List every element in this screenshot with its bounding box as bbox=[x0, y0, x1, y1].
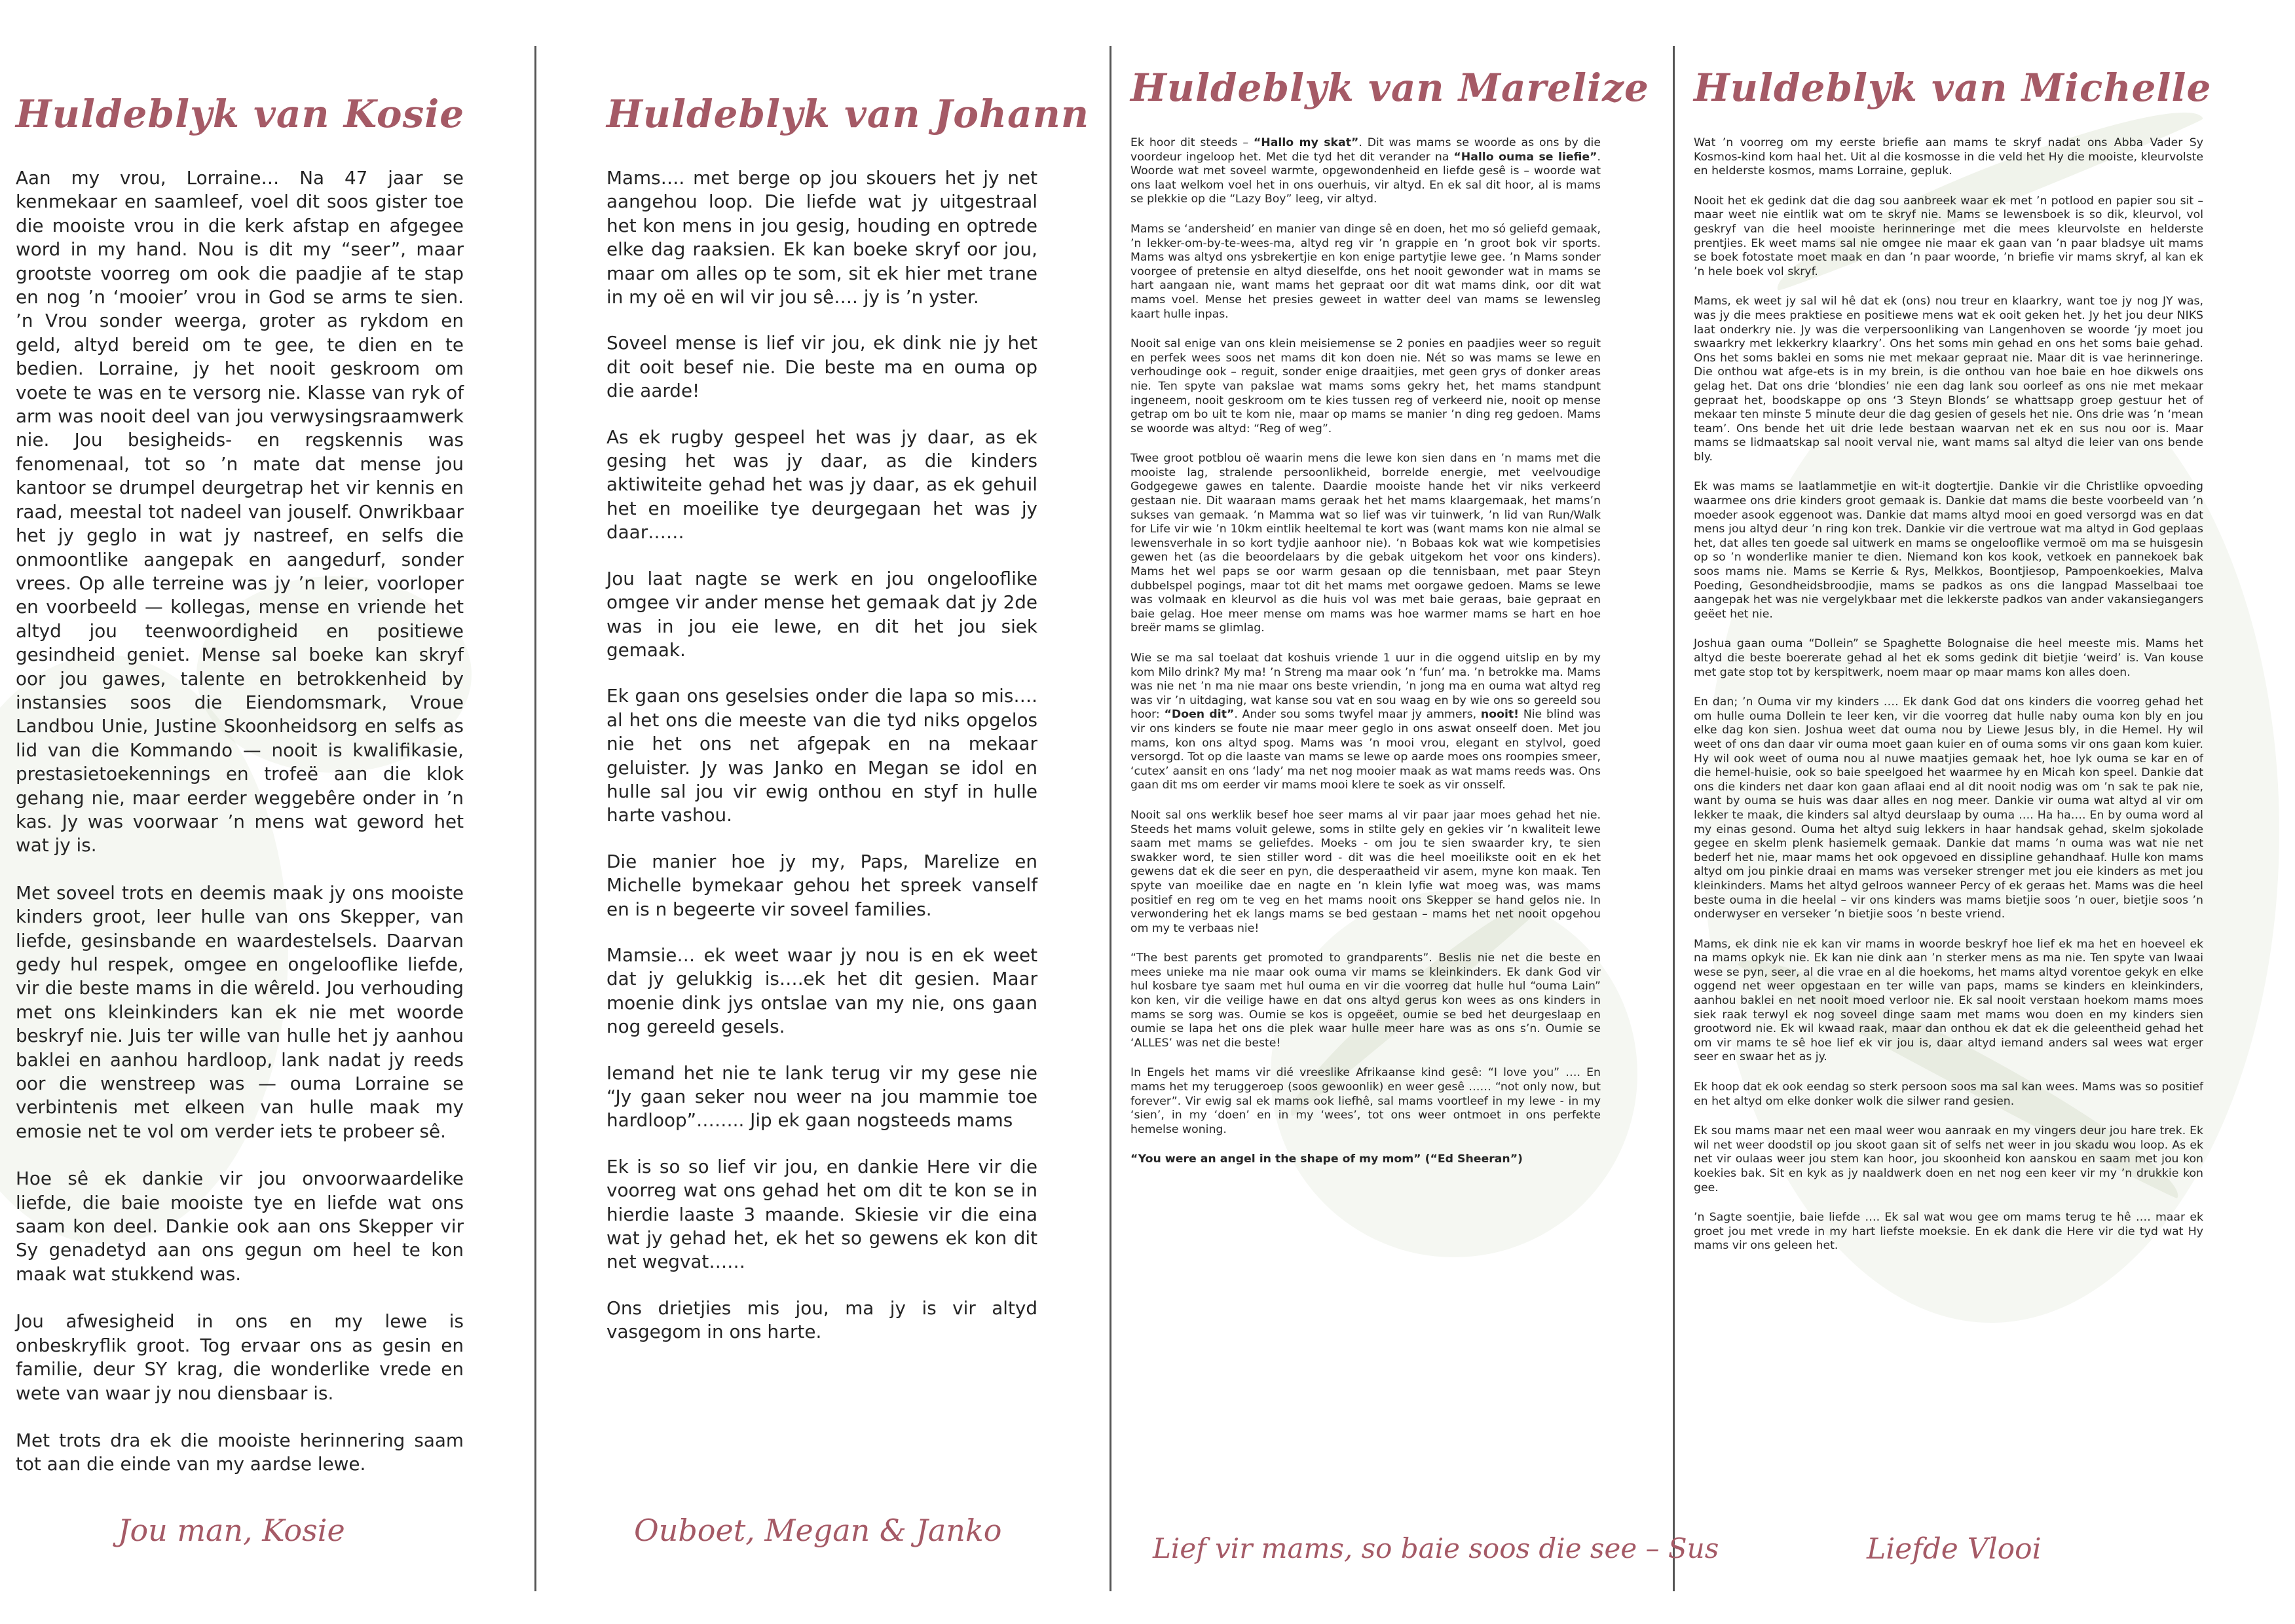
tribute-paragraph: Ek gaan ons geselsies onder die lapa so mis…. al het ons die meeste van die tyd niks opgelos nie het ons net afgepak en na mekaar geluister. Jy was Janko en Megan se idol en hulle sal jou vir ewig onthou en styf in hulle harte vashou. bbox=[606, 685, 1037, 826]
tribute-paragraph: Met trots dra ek die mooiste herinnering saam tot aan die einde van my aardse lewe. bbox=[16, 1429, 464, 1475]
signature: Liefde Vlooi bbox=[1867, 1532, 2042, 1566]
tribute-paragraph: Jou afwesigheid in ons en my lewe is onbeskryflik groot. Tog ervaar ons as gesin en familie, deur SY krag, die wonderlike vrede en wete van waar jy nou diensbaar is. bbox=[16, 1310, 464, 1404]
tribute-paragraph: Aan my vrou, Lorraine… Na 47 jaar se kenmekaar en saamleef, voel dit soos gister toe die mooiste vrou in die kerk afstap en afgegee word in my hand. Nou is dit my “seer”, maar grootste voorreg om ook die paadjie af te stap en nog ’n ‘mooier’ vrou in God se arms te sien. ’n Vrou sonder weerga, groter as rykdom en geld, altyd bereid om te gee, te dien en te bedien. Lorraine, jy het nooit geskroom om voete te was en te versorg nie. Klasse van ryk of arm was nooit deel van jou verwysingsraamwerk nie. Jou besigheids- en regskennis was fenomenaal, tot so ’n mate dat mense jou kantoor se drumpel deurgetrap het vir kennis en raad, meestal tot nadeel van jouself. Onwrikbaar het jy geglo in wat jy nastreef, en selfs die onmoontlike aangepak en aangedurf, sonder vrees. Op alle terreine was jy ’n leier, voorloper en voorbeeld — kollegas, mense en vriende het altyd jou teenwoordigheid en positiewe gesindheid geniet. Mense sal boeke kan skryf oor jou gawes, talente en betrokkenheid by instansies soos die Eiendomsmark, Vroue Landbou Unie, Justine Skoonheidsorg en selfs as lid van die Kommando — nooit is kwalifikasie, prestasietoekennings en trofeë aan die klok gehang nie, maar eerder weggebêre onder in ’n kas. Jy was voorwaar ’n mens wat geword het wat jy is. bbox=[16, 167, 464, 857]
tribute-paragraph: Jou laat nagte se werk en jou ongelooflike omgee vir ander mense het gemaak dat jy 2de was in jou eie lewe, en dit het jou siek gemaak. bbox=[606, 567, 1037, 661]
tribute-paragraph: Mams…. met berge op jou skouers het jy net aangehou loop. Die liefde wat jy uitgestraal het kon mens in jou gesig, houding en optrede elke dag raaksien. Ek kan boeke skryf oor jou, maar om alles op te som, sit ek hier met trane in my oë en wil vir jou sê…. jy is ’n yster. bbox=[606, 167, 1037, 308]
tribute-paragraph: Ons drietjies mis jou, ma jy is vir altyd vasgegom in ons harte. bbox=[606, 1297, 1037, 1343]
tribute-paragraph: In Engels het mams vir dié vreeslike Afrikaanse kind gesê: “I love you” …. En mams het my teruggeroep (soos gewoonlik) en weer gesê …… “not only now, but forever”. Vir ewig sal ek mams ook liefhê, sal mams voortleef in my lewe - in my ‘sien’, in my ‘doen’ en in my ‘wees’, tot ons weer ontmoet in ons perfekte hemelse woning. bbox=[1130, 1066, 1601, 1136]
tribute-title: Huldeblyk van Michelle bbox=[1694, 65, 2212, 110]
tribute-paragraph: Joshua gaan ouma “Dollein” se Spaghette Bolognaise die heel meeste mis. Mams het altyd die beste boererate gehad al het ek soms gedink dit bietjie ‘weird’ is. Van kouse met gate stop tot by kerspitwerk, noem maar op maar mams kon alles doen. bbox=[1694, 637, 2203, 679]
tribute-johann bbox=[536, 0, 1110, 1624]
tribute-paragraph: Met soveel trots en deemis maak jy ons mooiste kinders groot, leer hulle van ons Skepper, van liefde, gesinsbande en waardestelsels. Daarvan gedy hul respek, omgee en ongelooflike liefde, vir die beste mams in die wêreld. Jou verhouding met ons kleinkinders kan ek nie met woorde beskryf nie. Juis ter wille van hulle het jy aanhou baklei en aanhou hardloop, lank nadat jy reeds oor die wenstreep was — ouma Lorraine se verbintenis met elkeen van hulle maak my emosie net te vol om verder iets te probeer sê. bbox=[16, 881, 464, 1142]
tribute-paragraph: Nooit sal ons werklik besef hoe seer mams al vir paar jaar moes gehad het nie. Steeds het mams voluit gelewe, soms in stilte gely en gekies vir ’n kwaliteit lewe saam met mams se geliefdes. Moeks - om jou te sien swaarder kry, te sien swakker word, te sien stiller word - dit was die heel moeilikste ooit en ek het gewens dat ek die seer en pyn, die desperaatheid vir asem, myne kon maak. Ten spyte van moeilike dae en nagte en ’n klein lyfie wat moeg was, was mams positief en reg om te veg en het mams nooit ons Skepper se hand gelos nie. In verwondering het ek langs mams se bed gestaan – mams het net nooit opgehou om my te verbaas nie! bbox=[1130, 808, 1601, 935]
tribute-paragraph: Mams, ek weet jy sal wil hê dat ek (ons) nou treur en klaarkry, want toe jy nog JY was, was jy die mees praktiese en positiewe mens wat ek ooit geken het. Jy het jou deur NIKS laat onderkry nie. Jy was die verpersoonliking van Langenhoven se woorde ‘jy moet jou swaarkry met lekkerkry klaarkry’. Ons het soms min gehad en ons het soms baie gehad. Ons het soms baklei en soms nie met mekaar gepraat nie. Maar dit is vae herinneringe. Die onthou wat afge-ets is in my brein, is die onthou van hoe baie en hoe dikwels ons gelag het. Dat ons drie ‘blondies’ nie een dag lank sou oorleef as ons nie met mekaar gepraat het, boodskappe op ons ‘3 Steyn Blonds’ se whattsapp groep gestuur het of mekaar ten minste 5 minute deur die dag gesien of gesels het nie. Ons drie was ’n ‘mean team’. Ons bende het uit drie lede bestaan waarvan net ek en sus nou oor is. Maar mams se lidmaatskap sal nooit verval nie, want mams sal altyd die leier van ons bende bly. bbox=[1694, 295, 2203, 464]
tribute-paragraph: Ek hoor dit steeds – “Hallo my skat”. Dit was mams se woorde as ons by die voordeur ingeloop het. Met die tyd het dit verander na “Hallo ouma se liefie”. Woorde wat met soveel warmte, opgewondenheid en liefde gesê is – woorde wat ons laat welkom voel het in ons ouerhuis, vir altyd. En ek sal dit hoor, al is mams se plekkie op die “Lazy Boy” leeg, vir altyd. bbox=[1130, 136, 1601, 206]
tribute-marelize bbox=[1110, 0, 1673, 1624]
tribute-paragraph: Twee groot potblou oë waarin mens die lewe kon sien dans en ’n mams met die mooiste lag, stralende persoonlikheid, borrelde energie, met veelvoudige Godgegewe gawes en talente. Daardie mooiste hande het vir niks verkeerd gestaan nie. Dit waaraan mams geraak het het mams klaargemaak, het mams’n sukses van gemaak. ’n Mamma wat so lief was vir tuinwerk, ’n lid van Run/Walk for Life vir wie ’n 10km eintlik heeltemal te kort was (want mams kon nie almal se lewensverhale in so kort tydjie aanhoor nie). ’n Bobaas kok wat wie kompetisies gewen het (as die beoordelaars by die gebak uitgekom het voor ons kinders). Mams het wel paps se oor warm gesaan op die tennisbaan, met paar Steyn dubbelspel pogings, maar tot dit het mams met oorgawe gedoen. Mams se lewe was volmaak en kleurvol as die huis vol was met baie geraas, baie gepraat en baie gelag. Hoe meer mense om mams was hoe warmer mams se hart en hoe breër mams se glimlag. bbox=[1130, 452, 1601, 635]
tribute-quote: “You were an angel in the shape of my mom” (“Ed Sheeran”) bbox=[1130, 1153, 1523, 1166]
tribute-paragraph: Ek hoop dat ek ook eendag so sterk persoon soos ma sal kan wees. Mams was so positief en het altyd om elke donker wolk die silwer rand gesien. bbox=[1694, 1080, 2203, 1108]
tribute-paragraph: Ek sou mams maar net een maal weer wou aanraak en my vingers deur jou hare trek. Ek wil net weer doodstil op jou skoot gaan sit of selfs net weer in jou skadu wou loop. As ek net vir oulaas weer jou stem kan hoor, jou skoonheid kon aanskou en saam met jou kon koekies bak. Sit en kyk as jy naaldwerk doen en net nog een keer vir my ’n drukkie kon gee. bbox=[1694, 1124, 2203, 1194]
tribute-paragraph: “The best parents get promoted to grandparents”. Beslis nie net die beste en mees unieke ma nie maar ook ouma vir mams se kleinkinders. Ek dank God vir hul kosbare tye saam met hul ouma en vir die voorreg dat hulle hul “ouma Lain” kon ken, vir die veilige hawe en dat ons altyd gerus kon wees as ons kinders in mams se sorg was. Oumie se kos is opgeëet, oumie se bed het deurgeslaap en oumie se lapa het ons die plek waar hulle meer hare was as ons s’n. Oumie se ‘ALLES’ was net die beste! bbox=[1130, 951, 1601, 1050]
tribute-title: Huldeblyk van Johann bbox=[606, 92, 1089, 136]
tribute-kosie bbox=[0, 0, 536, 1624]
tribute-paragraph: Ek was mams se laatlammetjie en wit-it dogtertjie. Dankie vir die Christlike opvoeding waarmee ons drie kinders groot gemaak is. Dankie dat mams die beste voorbeeld van ’n moeder asook eggenoot was. Dankie dat mams altyd mooi en goed versorgd was en dat mens jou altyd deur ’n ring kon trek. Dankie vir die vertroue wat ma altyd in God geplaas het, dat alles ten goede sal uitwerk en mams se ongelooflike vermoë om ma se huisgesin op so ’n wonderlike manier te dien. Niemand kon kos kook, vetkoek en pannekoek bak soos mams nie. Mams se Kerrie & Rys, Melkkos, Boontjiesop, Pampoenkoekies, Malva Poeding, Gesondheidsbroodjie, mams se padkos as ons die langpad Masselbaai toe aangepak het was nie vergelykbaar met die lekkerste padkos van ander vakansiegangers geëet het nie. bbox=[1694, 480, 2203, 621]
tribute-paragraph: Nooit het ek gedink dat die dag sou aanbreek waar ek met ’n potlood en papier sou sit – maar weet nie eintlik wat om te skryf nie. Mams se lewensboek is so dik, kleurvol, vol geskryf van die heel mooiste herinneringe met die mees kleurvolste en helderste prentjies. Ek weet mams sal nie omgee nie maar ek gaan van ’n paar bladsye uit mams se boek fotostate moet maak en dan ’n paar woorde, ’n briefie vir mams skryf, al kan ek ’n hele boek vol skryf. bbox=[1694, 194, 2203, 278]
tribute-title: Huldeblyk van Kosie bbox=[16, 92, 465, 136]
tribute-paragraph: Soveel mense is lief vir jou, ek dink nie jy het dit ooit besef nie. Die beste ma en ouma op die aarde! bbox=[606, 332, 1037, 402]
tribute-paragraph: ’n Sagte soentjie, baie liefde …. Ek sal wat wou gee om mams terug te hê …. maar ek groet jou met vrede in my hart liefste moeksie. En ek dank die Here vir die tyd wat Hy mams vir ons geleen het. bbox=[1694, 1211, 2203, 1253]
tribute-paragraph: As ek rugby gespeel het was jy daar, as ek gesing het was jy daar, as die kinders aktiwiteite gehad het was jy daar, as ek gehuil het en moeilike tye deurgegaan het was jy daar…… bbox=[606, 426, 1037, 544]
tribute-paragraph: Nooit sal enige van ons klein meisiemense se 2 ponies en paadjies weer so reguit en perfek wees soos net mams dit kon doen nie. Nét so was mams se lewe en verhoudinge ook – reguit, sonder enige draaitjies, met geen grys of donker areas nie. Ten spyte van pakslae wat mams soms gekry het, het mams standpunt ingeneem, nooit geskroom om te kies tussen reg of verkeerd nie, nooit op mense getrap om bo uit te kom nie, maar op mams se manier ’n ding reg gedoen. Mams se woorde was altyd: “Reg of weg”. bbox=[1130, 337, 1601, 435]
tribute-michelle bbox=[1673, 0, 2295, 1624]
tribute-paragraph: Hoe sê ek dankie vir jou onvoorwaardelike liefde, die baie mooiste tye en liefde wat ons saam kon deel. Dankie ook aan ons Skepper vir Sy genadetyd aan ons gegun om heel te kon maak wat stukkend was. bbox=[16, 1168, 464, 1285]
tribute-paragraph: Mamsie… ek weet waar jy nou is en ek weet dat jy gelukkig is….ek het dit gesien. Maar moenie dink jys ontslae van my nie, ons gaan nog gereeld gesels. bbox=[606, 944, 1037, 1038]
tribute-paragraph: En dan; ’n Ouma vir my kinders …. Ek dank God dat ons kinders die voorreg gehad het om hulle ouma Dollein te leer ken, vir die voorreg dat hulle naby ouma kon bly en jou elke dag kon sien. Joshua weet dat ouma nou by Liewe Jesus bly, in die Hemel. Hy wil weet of ons dan daar vir ouma moet gaan kuier en of ouma soms vir ons gaan kom kuier. Hy wil ook weet of ouma nou al nuwe maatjies gemaak het, hoe lyk ouma se kar en of die hemel-huisie, ook so baie speelgoed het waarmee hy en Micah kon speel. Dankie dat ons die kinders net daar kon gaan aflaai end al dit nooit nodig was om ’n sak te pak nie, want by ouma se huis was daar alles en nog meer. Dankie vir ouma wat altyd al vir om lekker te maak, die kinders sal altyd deurslaap by ouma …. Ha ha…. En by ouma word al my einas gesond. Ouma het altyd suig lekkers in haar handsak gehad, skelm sjokolade gegee en skelm plenk hasiemelk gemaak. Dankie dat mams ’n ouma was wat nie net bederf het nie, maar mams het ook opgevoed en dissipline gehandhaaf. Hulle kon mams altyd om jou pinkie draai en mams was verseker strenger met jou eie kinders as met jou kleinkinders. Mams het altyd gelroos wanneer Percy of ek geraas het. Mams was die heel beste ouma in die heelal – vir ons kinders was mams bietjie soos ’n ouer, bietjie soos ’n onderwyser en verseker ’n bietjie soos ’n beste vriend. bbox=[1694, 695, 2203, 921]
tribute-paragraph: Wie se ma sal toelaat dat koshuis vriende 1 uur in die oggend uitslip en by my kom Milo drink? My ma! ’n Streng ma maar ook ’n ‘fun’ ma. ’n betrokke ma. Mams was nie net ’n ma nie maar ons beste vriendin, ’n jong ma en ouma wat altyd reg was vir ’n uitdaging, wat kanse sou vat en sou waag en by wie ons so gereeld sou hoor: “Doen dit”. Ander sou soms twyfel maar jy ammers, nooit! Nie blind was vir ons kinders se foute nie maar meer geglo in ons aswat onseelf doen. Met jou mams, kon ons altyd spog. Mams was ’n mooi vrou, elegant en stylvol, goed versorgd. Tot op die laaste van mams se lewe op aarde moes ons roompies smeer, ‘cutex’ aansit en ons ‘lady’ ma net nog mooier maak as wat mams reeds was. Ons gaan dit ms om eerder vir mams mooi klere te soek as vir onsself. bbox=[1130, 652, 1601, 792]
tribute-paragraph: Ek is so so lief vir jou, en dankie Here vir die voorreg wat ons gehad het om dit te kon se in hierdie laaste 3 maande. Skiesie vir die eina wat jy gehad het, ek het so gewens ek kon dit net wegvat…… bbox=[606, 1155, 1037, 1273]
tribute-title: Huldeblyk van Marelize bbox=[1130, 65, 1649, 110]
signature: Lief vir mams, so baie soos die see – Sus bbox=[1153, 1532, 1719, 1564]
tribute-paragraph: Mams, ek dink nie ek kan vir mams in woorde beskryf hoe lief ek ma het en hoeveel ek na mams opkyk nie. Ek kan nie dink aan ’n sterker mens as ma nie. Ten spyte van lwaai wese se pyn, seer, al die vrae en al die hoekoms, het mams altyd vorentoe gekyk en elke oggend net weer opgestaan en ter wille van paps, mams se kinders en kleinkinders, aanhou baklei en net nooit moed verloor nie. Ek sal nooit verstaan hoekom mams moes siek raak terwyl ek nog soveel dinge saam met mams wou doen en my kinders sien grootword nie. Ek wil kwaad raak, maar dan onthou ek dat ek die geleentheid gehad het om vir mams te sê hoe lief ek vir jou is, daar altyd iemand anders sal wees wat erger seer en swaar het as jy. bbox=[1694, 937, 2203, 1064]
signature: Ouboet, Megan & Janko bbox=[634, 1513, 1002, 1548]
signature: Jou man, Kosie bbox=[118, 1513, 345, 1548]
tribute-paragraph: Mams se ‘andersheid’ en manier van dinge sê en doen, het mo só geliefd gemaak, ’n lekker-om-by-te-wees-ma, altyd reg vir ’n grappie en ’n groot bok vir sports. Mams was altyd ons ysbrekertjie en kon enige partytjie lewe gee. ’n Mams sonder voorgee of pretensie en altyd dieselfde, ons het nooit gewonder wat in mams se hart aangaan nie, want mams het gepraat oor dit wat mams dink, oor dit wat mams voel. Mense het presies geweet in watter deel van mams se lewensleg kaart hulle inpas. bbox=[1130, 222, 1601, 321]
tribute-paragraph: Die manier hoe jy my, Paps, Marelize en Michelle bymekaar gehou het spreek vanself en is n begeerte vir soveel families. bbox=[606, 850, 1037, 920]
tribute-paragraph: Wat ’n voorreg om my eerste briefie aan mams te skryf nadat ons Abba Vader Sy Kosmos-kind kom haal het. Uit al die kosmosse in die veld het Hy die mooiste, kleurvolste en helderste kosmos, mams Lorraine, gepluk. bbox=[1694, 136, 2203, 178]
tribute-paragraph: Iemand het nie te lank terug vir my gese nie “Jy gaan seker nou weer na jou mammie toe hardloop”…….. Jip ek gaan nogsteeds mams bbox=[606, 1061, 1037, 1132]
